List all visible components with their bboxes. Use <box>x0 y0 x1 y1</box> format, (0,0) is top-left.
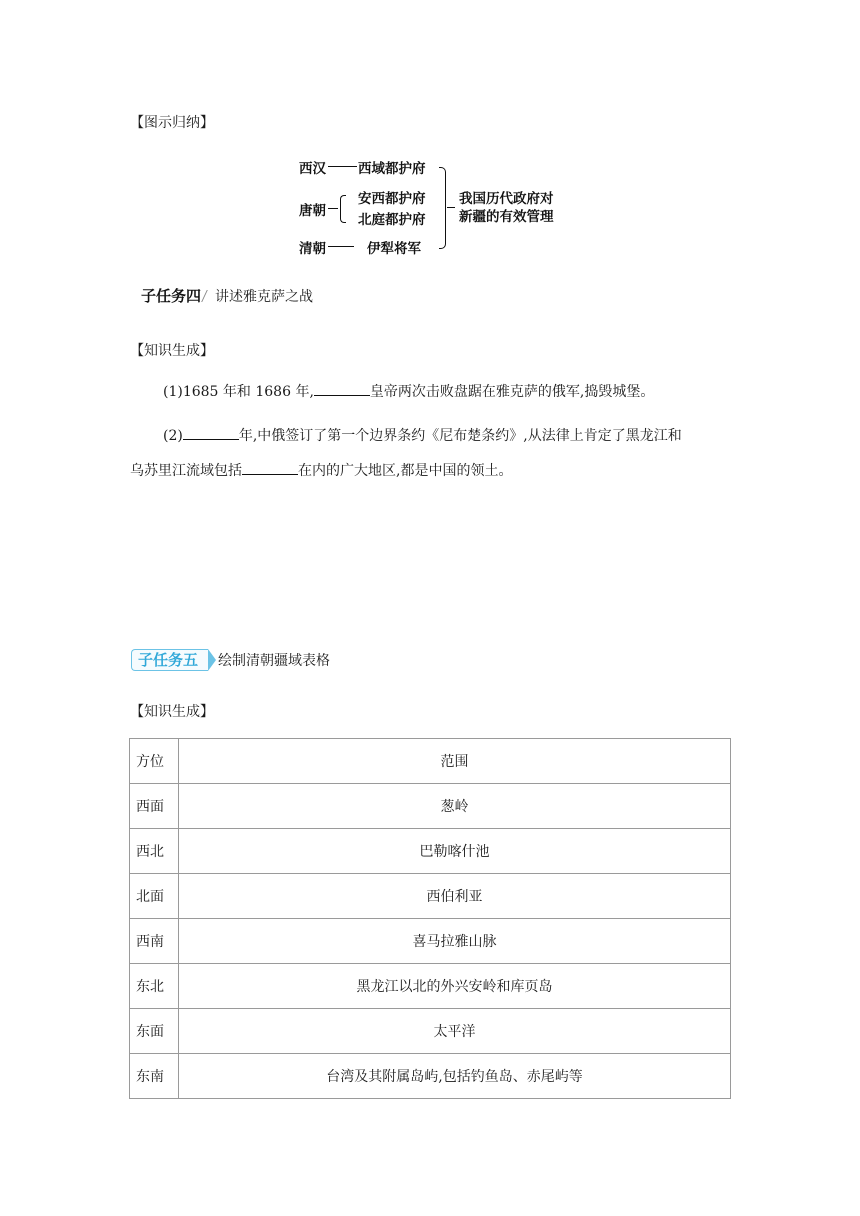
answer-blank[interactable] <box>242 460 298 475</box>
header-direction: 方位 <box>130 739 179 784</box>
slash-divider <box>201 290 214 302</box>
table-row <box>130 784 731 829</box>
office-label: 西域都护府 <box>358 161 426 177</box>
conclusion-line-2: 新疆的有效管理 <box>459 209 554 225</box>
cell-direction: 西北 <box>130 829 179 874</box>
cell-range: 黑龙江以北的外兴安岭和库页岛 <box>179 964 731 1009</box>
connector-line <box>328 246 354 247</box>
connector-line <box>328 208 338 209</box>
task5-heading <box>131 649 330 671</box>
table-row <box>130 1054 731 1099</box>
governance-diagram <box>290 150 580 260</box>
office-label: 北庭都护府 <box>358 212 426 228</box>
table-header-row <box>130 739 731 784</box>
answer-blank[interactable] <box>183 425 239 440</box>
question-2-line-2-suffix: 在内的广大地区,都是中国的领土。 <box>298 463 513 479</box>
connector-line <box>328 166 357 167</box>
cell-range: 台湾及其附属岛屿,包括钓鱼岛、赤尾屿等 <box>179 1054 731 1099</box>
cell-direction: 东北 <box>130 964 179 1009</box>
bracket-tip <box>447 207 455 208</box>
question-2-line-2 <box>130 460 512 482</box>
cell-range: 葱岭 <box>179 784 731 829</box>
territory-table <box>129 738 731 1099</box>
cell-range: 喜马拉雅山脉 <box>179 919 731 964</box>
outer-bracket <box>439 167 446 249</box>
task4-heading <box>141 285 313 306</box>
table-row <box>130 1009 731 1054</box>
cell-range: 巴勒喀什池 <box>179 829 731 874</box>
cell-direction: 东南 <box>130 1054 179 1099</box>
task4-badge: 子任务四 <box>141 287 202 305</box>
task4-description: 讲述雅克萨之战 <box>215 288 314 305</box>
question-1-prefix: (1)1685 年和 1686 年, <box>163 384 314 400</box>
question-1 <box>163 381 654 403</box>
dynasty-label: 清朝 <box>299 241 326 257</box>
table-row <box>130 829 731 874</box>
cell-direction: 西面 <box>130 784 179 829</box>
cell-direction: 北面 <box>130 874 179 919</box>
dynasty-label: 唐朝 <box>299 203 326 219</box>
inner-bracket <box>340 195 346 223</box>
cell-direction: 西南 <box>130 919 179 964</box>
office-label: 伊犁将军 <box>367 241 421 257</box>
answer-blank[interactable] <box>314 381 370 396</box>
header-range: 范围 <box>179 739 731 784</box>
question-2-prefix: (2) <box>163 428 183 444</box>
table-row <box>130 874 731 919</box>
question-2-line-1 <box>163 425 682 447</box>
question-2-mid: 年,中俄签订了第一个边界条约《尼布楚条约》,从法律上肯定了黑龙江和 <box>238 428 682 444</box>
question-1-suffix: 皇帝两次击败盘踞在雅克萨的俄军,捣毁城堡。 <box>369 384 655 400</box>
office-label: 安西都护府 <box>358 191 426 207</box>
task4-section-label: 【知识生成】 <box>130 343 214 359</box>
task5-badge: 子任务五 <box>131 649 208 671</box>
task5-section-label: 【知识生成】 <box>130 704 214 720</box>
cell-range: 太平洋 <box>179 1009 731 1054</box>
table-row <box>130 919 731 964</box>
table-row <box>130 964 731 1009</box>
conclusion-line-1: 我国历代政府对 <box>459 191 554 207</box>
cell-direction: 东面 <box>130 1009 179 1054</box>
dynasty-label: 西汉 <box>299 161 326 177</box>
cell-range: 西伯利亚 <box>179 874 731 919</box>
question-2-line-2-prefix: 乌苏里江流域包括 <box>130 463 242 479</box>
diagram-section-label: 【图示归纳】 <box>130 115 214 131</box>
task5-description: 绘制清朝疆域表格 <box>218 653 331 669</box>
